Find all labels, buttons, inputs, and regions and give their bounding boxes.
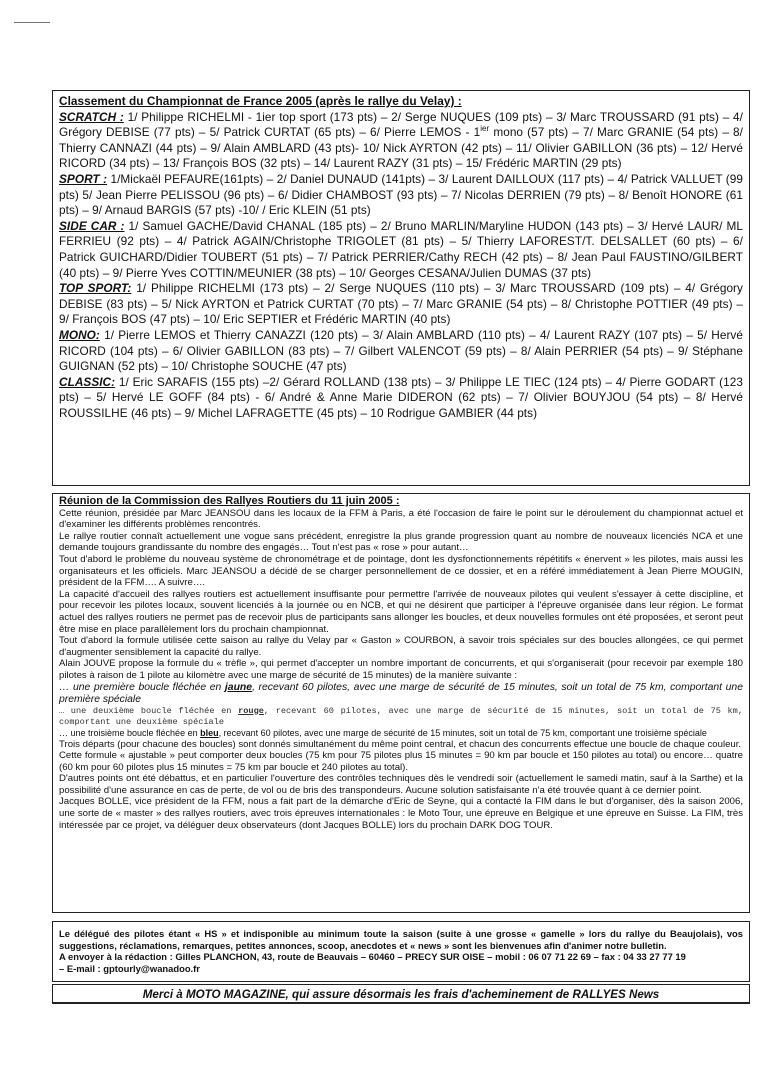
paragraph: D'autres points ont été débattus, et en particulier l'ouverture des contrôles techniques dès le vendredi soir (actuellement le samedi matin, sauf à la Sarthe) et la possibilité d'une assurance en cas de perte, de vol ou de bris des transpondeurs. Aucune solution satisfaisante n'a été trouvée quant à ce dernier point.: [59, 773, 743, 796]
section-label: SPORT :: [59, 171, 108, 186]
delegate-address: A envoyer à la rédaction : Gilles PLANCHON, 43, route de Beauvais – 60460 – PRECY SUR OISE – mobil : 06 07 71 22 69 – fax : 04 33 27 77 19: [59, 951, 686, 962]
footer-box: [52, 984, 750, 1004]
loop-text: , recevant 60 pilotes, avec une marge de sécurité de 15 minutes, soit un total de 75 km, comportant une troisième spéciale: [218, 727, 707, 738]
section-text: 1/ Philippe RICHELMI (173 pts) – 2/ Serge NUQUES (110 pts) – 3/ Marc TROUSSARD (109 pts) – 4/ Grégory DEBISE (83 pts) – 5/ Nick AYRTON et Patrick CURTAT (70 pts) – 7/ Marc GRANIE (54 pts) – 8/ Christophe POTTIER (49 pts) – 9/ François BOS (47 pts) – 10/ Eric SEPTIER et Frédéric MARTIN (40 pts): [59, 281, 743, 327]
paragraph: La capacité d'accueil des rallyes routiers est actuellement insuffisante pour permettre l'arrivée de nouveaux pilotes qui veulent s'essayer à cette discipline, et pour recevoir les pilotes locaux, souvent licenciés à la journée ou en NCB, et qui ne désirent que participer à l'épreuve organisée dans leur région. Le format actuel des rallyes routiers ne permet pas de recevoir plus de participants sans allonger les boucles, et deux nouvelles formules ont été proposées, et seront peut être mise en place parallèlement lors du prochain championnat.: [59, 588, 743, 635]
paragraph: Trois départs (pour chacune des boucles) sont donnés simultanément du même point central, et chacun des concurrents effectue une boucle de chaque couleur.: [59, 738, 742, 750]
championship-title: Classement du Championnat de France 2005 (après le rallye du Velay) :: [59, 94, 462, 108]
section-text: mono (57 pts) – 7/ Marc GRANIE (54 pts) – 8/ Thierry CANNAZI (44 pts) – 9/ Alain AMBLARD (43 pts)- 10/ Nick AYRTON (42 pts) – 11/ Olivier GABILLON (36 pts) – 12/ Hervé RICORD (34 pts) – 13/ François BOS (32 pts) – 14/ Laurent RAZY (31 pts) – 15/ Frédéric MARTIN (29 pts): [59, 125, 743, 171]
section-text: 1/ Eric SARAFIS (155 pts) –2/ Gérard ROLLAND (138 pts) – 3/ Philippe LE TIEC (124 pts) – 4/ Pierre GODART (123 pts) – 5/ Hervé LE GOFF (84 pts) - 6/ André & Anne Marie DIDERON (62 pts) – 7/ Olivier BOUYJOU (54 pts) – 8/ Hervé ROUSSILHE (46 pts) – 9/ Michel LAFRAGETTE (45 pts) – 10 Rodrigue GAMBIER (44 pts): [59, 374, 743, 420]
section-sport: [59, 172, 743, 219]
section-mono: [59, 328, 743, 375]
section-text: 1/ Samuel GACHE/David CHANAL (185 pts) – 2/ Bruno MARLIN/Maryline HUDON (143 pts) – 3/ Hervé LAUR/ ML FERRIEU (92 pts) – 4/ Patrick AGAIN/Christophe TRIGOLET (81 pts) – 5/ Thierry LAFOREST/T. DELSALLET (60 pts) – 6/ Patrick GUICHARD/Didier TOUBERT (51 pts) – 7/ Patrick PERRIER/Cathy RECH (42 pts) – 8/ Jean Paul FAUSTINO/GILBERT (40 pts) – 9/ Pierre Yves COTTIN/MEUNIER (38 pts) – 10/ Georges CESANA/Julien DUMAS (37 pts): [59, 218, 743, 280]
section-scratch: [59, 110, 743, 172]
loop-text: … une deuxième boucle fléchée en: [59, 705, 239, 716]
superscript: ier: [480, 124, 490, 134]
paragraph: Tout d'abord la formule utilisée cette saison au rallye du Velay par « Gaston » COURBON, à savoir trois spéciales sur des boucles allongées, ce qui permet d'augmenter sensiblement la capacité du rallye.: [59, 635, 743, 658]
paragraph: Cette réunion, présidée par Marc JEANSOU dans les locaux de la FFM à Paris, a été l'occasion de faire le point sur le déroulement du championnat actuel et d'examiner les différents problèmes rencontrés.: [59, 507, 743, 531]
championship-box: [52, 90, 750, 486]
loop-blue: [59, 728, 743, 739]
section-side-car: [59, 219, 743, 281]
delegate-box: [52, 921, 750, 982]
loop-text: , recevant 60 pilotes, avec une marge de sécurité de 15 minutes, soit un total de 75 km, comportant une première spéciale: [59, 681, 743, 705]
section-text: 1/ Philippe RICHELMI - 1ier top sport (173 pts) – 2/ Serge NUQUES (109 pts) – 3/ Marc TROUSSARD (91 pts) – 4/ Grégory DEBISE (77 pts) – 5/ Patrick CURTAT (65 pts) – 6/ Pierre LEMOS - 1: [59, 109, 743, 140]
paragraph: Cette formule « ajustable » peut comporter deux boucles (75 km pour 75 pilotes plus 15 minutes = 90 km par boucle et 150 pilotes au total) ou encore… quatre (60 km pour 60 pilotes plus 15 minutes = 75 km par boucle et 240 pilotes au total).: [59, 750, 743, 773]
paragraph: Tout d'abord le problème du nouveau système de chronométrage et de pointage, dont les dysfonctionnements répétitifs « énervent » les pilotes, mais aussi les organisateurs et les officiels. Marc JEANSOU a décidé de se charger personnellement de ce dossier, et en a référé immédiatement à Jean Pierre MOUGIN, président de la FFM…. A suivre….: [59, 553, 743, 589]
paragraph: Jacques BOLLE, vice président de la FFM, nous a fait part de la démarche d'Eric de Seyne, qui a contacté la FIM dans le but d'organiser, dès la saison 2006, une sorte de « master » des rallyes routiers, avec trois épreuves internationales : le Moto Tour, une épreuve en Belgique et une épreuve en Suisse. La FIM, très intéressée par ce projet, va déléguer deux observateurs (dont Jacques BOLLE) lors du prochain DARK DOG TOUR.: [59, 796, 743, 831]
loop-color: bleu: [200, 727, 219, 738]
section-label: TOP SPORT:: [59, 281, 132, 296]
commission-title: Réunion de la Commission des Rallyes Routiers du 11 juin 2005 :: [59, 495, 400, 507]
delegate-notice: Le délégué des pilotes étant « HS » et indisponible au minimum toute la saison (suite à une grosse « gamelle » lors du rallye du Beaujolais), vos suggestions, réclamations, remarques, petites annonces, scoop, anecdotes et « news » sont les bienvenues afin d'animer notre bulletin.: [59, 928, 743, 951]
section-text: 1/Mickaël PEFAURE(161pts) – 2/ Daniel DUNAUD (141pts) – 3/ Laurent DAILLOUX (117 pts) – 4/ Patrick VALLUET (99 pts) 5/ Jean Pierre PELISSOU (96 pts) – 6/ Didier CHAMBOST (93 pts) – 7/ Nicolas DERRIEN (79 pts) – 8/ Benoît HONORE (61 pts) – 9/ Arnaud BARGIS (57 pts) -10/ / Eric KLEIN (51 pts): [59, 171, 744, 218]
section-top-sport: [59, 281, 743, 328]
section-label: SCRATCH :: [59, 109, 124, 124]
commission-box: [52, 493, 750, 913]
paragraph: Alain JOUVE propose la formule du « trèfle », qui permet d'accepter un nombre important de concurrents, et qui s'organiserait (pour recevoir par exemple 180 pilotes à raison de 1 pilote au kilomètre avec une marge de sécurité de 15 minutes) de la manière suivante :: [59, 658, 743, 681]
section-classic: [59, 375, 743, 422]
loop-yellow: [59, 682, 743, 706]
section-label: SIDE CAR :: [59, 218, 125, 233]
loop-text: , recevant 60 pilotes, avec une marge de sécurité de 15 minutes, soit un total de 75 km, comportant une deuxième spéciale: [59, 705, 743, 727]
loop-text: … une troisième boucle fléchée en: [59, 727, 201, 738]
loop-red: [59, 706, 743, 728]
section-label: CLASSIC:: [59, 374, 116, 389]
section-text: 1/ Pierre LEMOS et Thierry CANAZZI (120 pts) – 3/ Alain AMBLARD (110 pts) – 4/ Laurent RAZY (107 pts) – 5/ Hervé RICORD (104 pts) – 6/ Olivier GABILLON (83 pts) – 7/ Gilbert VALENCOT (59 pts) – 8/ Alain PERRIER (54 pts) – 9/ Stéphane GUIGNAN (52 pts) – 10/ Christophe SOUCHE (47 pts): [59, 327, 743, 374]
loop-color: rouge: [238, 705, 264, 716]
loop-text: … une première boucle fléchée en: [59, 681, 225, 693]
top-rule: [14, 22, 50, 23]
footer-thanks: Merci à MOTO MAGAZINE, qui assure désormais les frais d'acheminement de RALLYES News: [142, 988, 660, 1001]
delegate-email: – E-mail : gptourly@wanadoo.fr: [59, 962, 200, 974]
loop-color: jaune: [224, 681, 253, 693]
section-label: MONO:: [59, 327, 100, 342]
paragraph: Le rallye routier connaît actuellement une vogue sans précédent, enregistre la plus grande progression quant au nombre de nouveaux licenciés NCA et une demande toujours grandissante du nombre des engagés… Tout n'est pas « rose » pour autant…: [59, 530, 743, 554]
